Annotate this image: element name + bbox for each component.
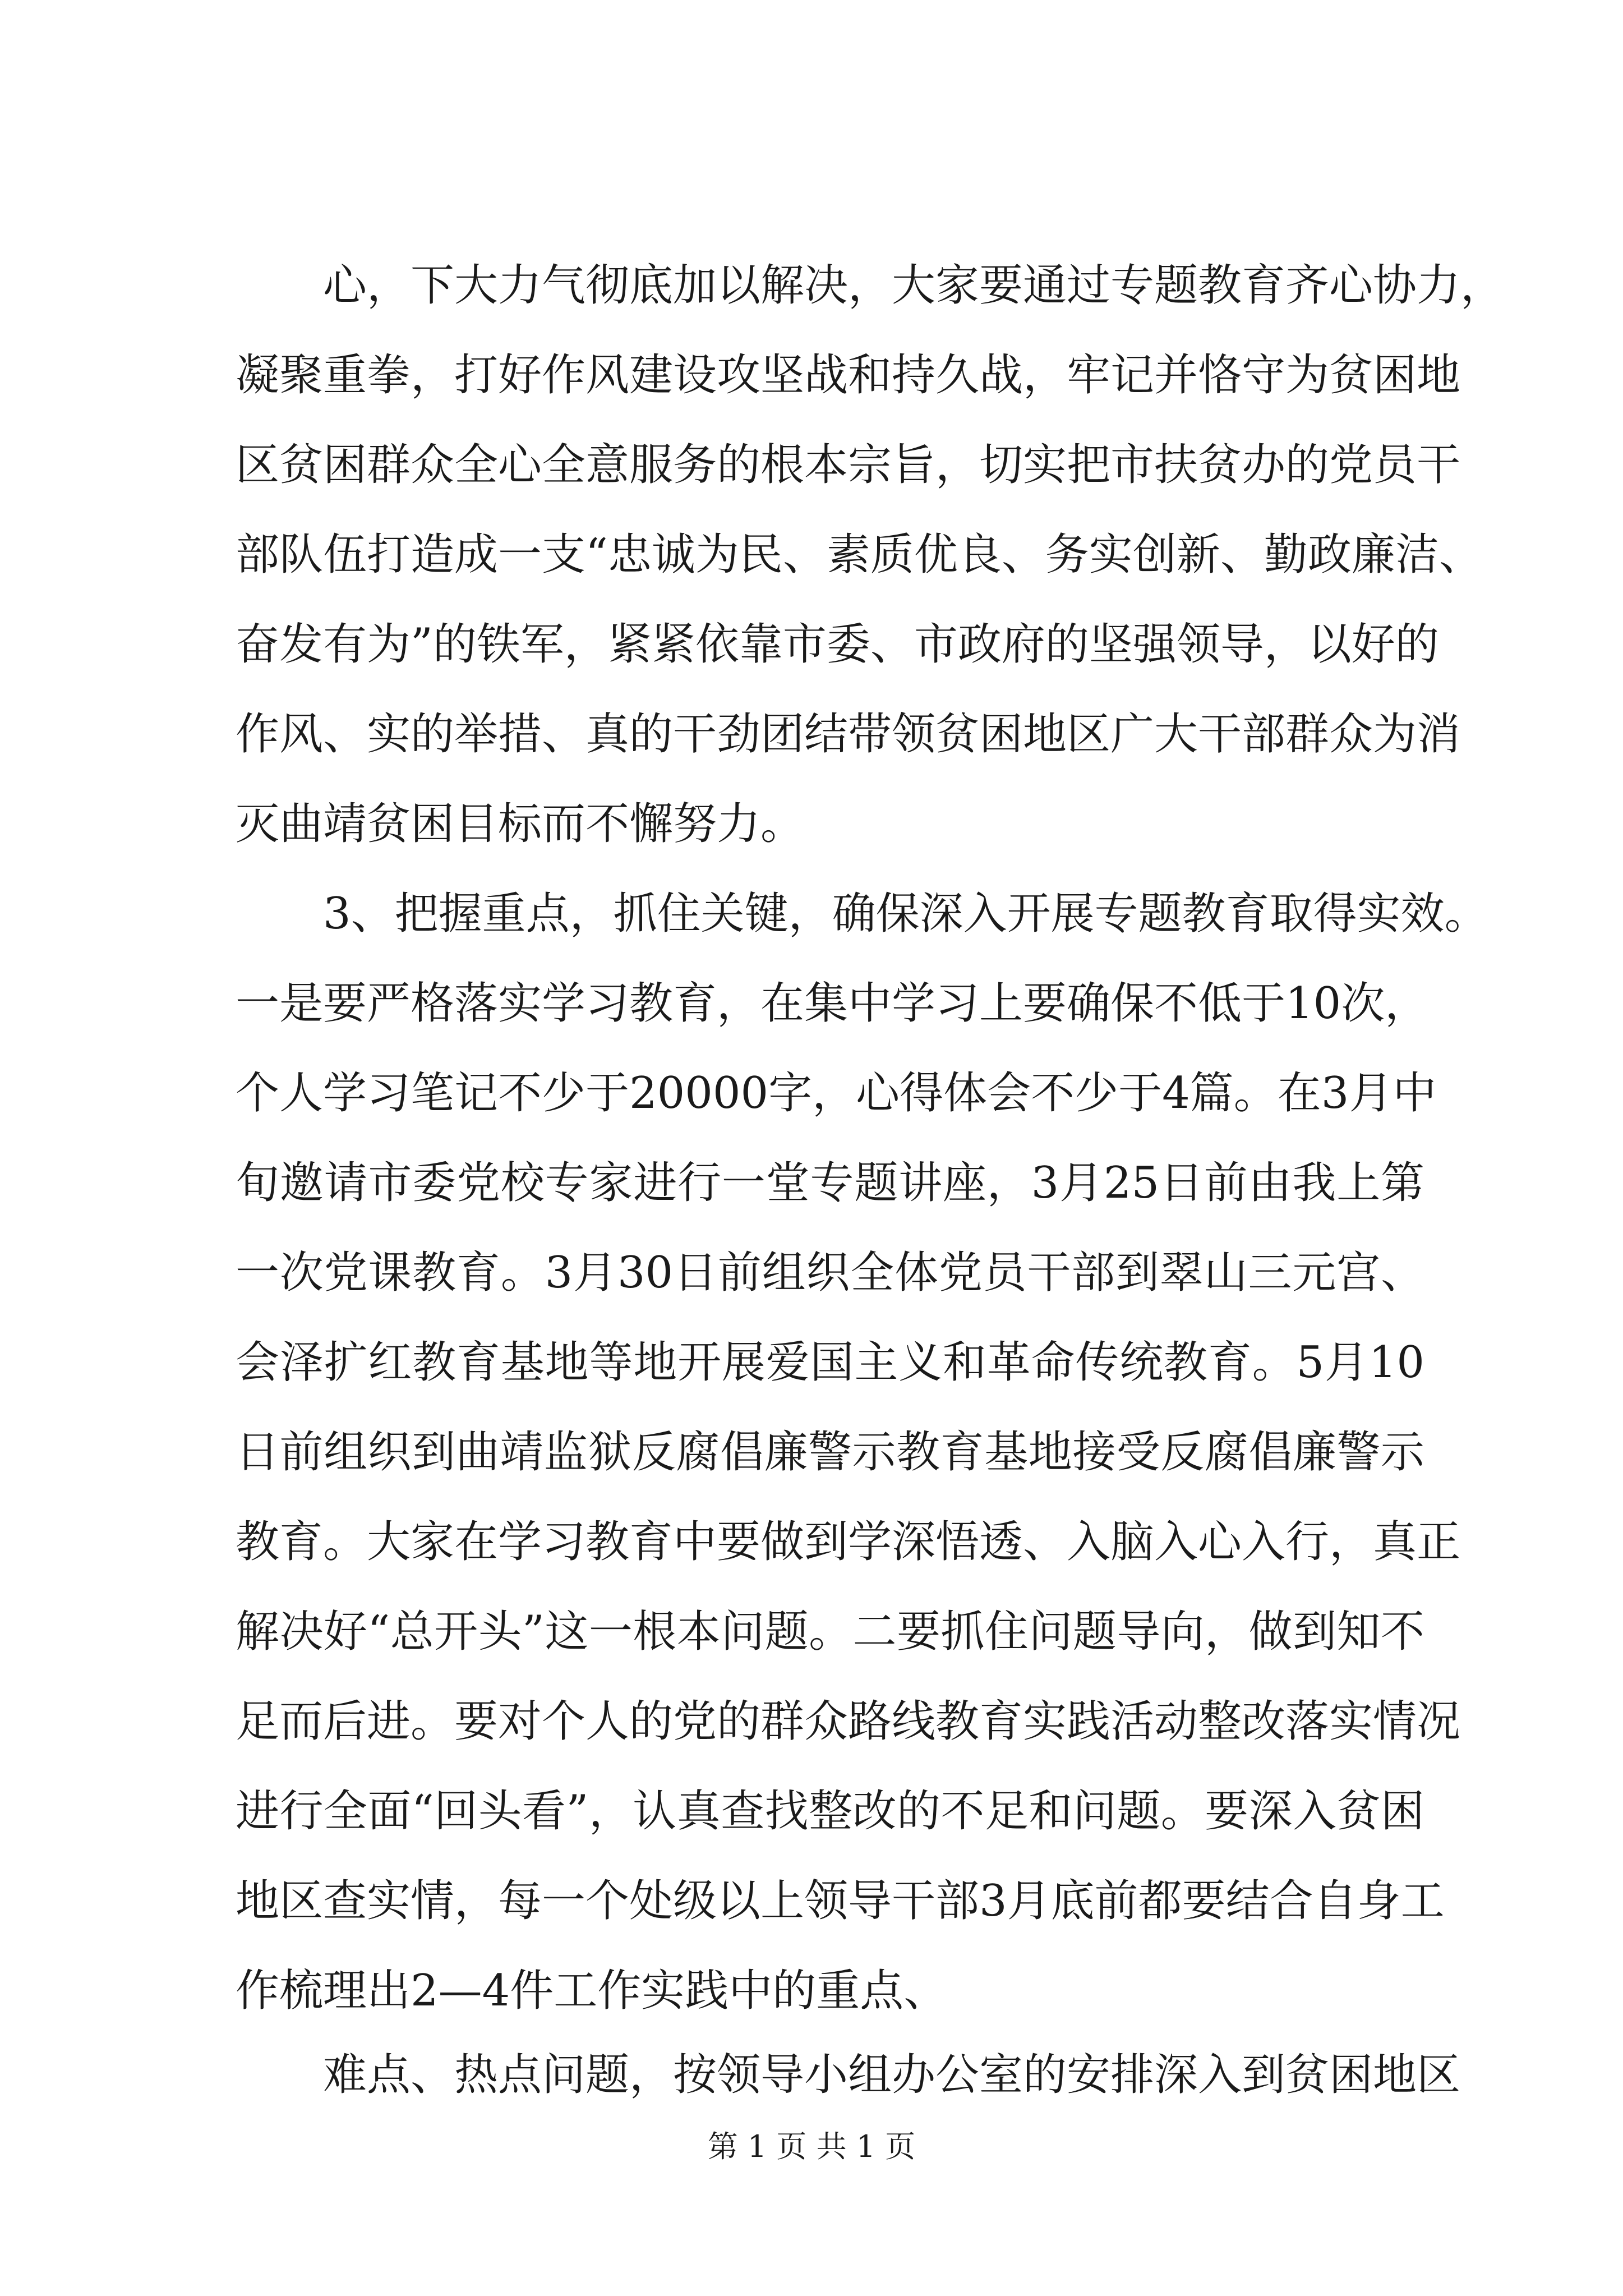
text-line-17: 足而后进。要对个人的党的群众路线教育实践活动整改落实情况 [236, 1696, 1461, 1747]
text-line-13: 会泽扩红教育基地等地开展爱国主义和革命传统教育。5月10 [236, 1337, 1424, 1388]
text-line-18: 进行全面“回头看”，认真查找整改的不足和问题。要深入贫困 [236, 1786, 1424, 1837]
text-line-11: 旬邀请市委党校专家进行一堂专题讲座，3月25日前由我上第 [236, 1158, 1424, 1208]
text-line-15: 教育。大家在学习教育中要做到学深悟透、入脑入心入行，真正 [236, 1517, 1461, 1567]
text-line-4: 部队伍打造成一支“忠诚为民、素质优良、务实创新、勤政廉洁、 [236, 530, 1483, 580]
text-line-1: 心，下大力气彻底加以解决，大家要通过专题教育齐心协力， [323, 260, 1505, 311]
text-line-12: 一次党课教育。3月30日前组织全体党员干部到翠山三元宫、 [236, 1248, 1424, 1298]
text-line-6: 作风、实的举措、真的干劲团结带领贫困地区广大干部群众为消 [236, 709, 1461, 760]
text-line-3: 区贫困群众全心全意服务的根本宗旨，切实把市扶贫办的党员干 [236, 440, 1461, 490]
text-line-16: 解决好“总开头”这一根本问题。二要抓住问题导向，做到知不 [236, 1607, 1424, 1657]
text-line-19: 地区查实情，每一个处级以上领导干部3月底前都要结合自身工 [236, 1876, 1445, 1926]
text-line-14: 日前组织到曲靖监狱反腐倡廉警示教育基地接受反腐倡廉警示 [236, 1427, 1424, 1478]
text-line-21: 难点、热点问题，按领导小组办公室的安排深入到贫困地区 [323, 2050, 1461, 2100]
text-line-2: 凝聚重拳，打好作风建设攻坚战和持久战，牢记并恪守为贫困地 [236, 350, 1461, 401]
text-line-7: 灭曲靖贫困目标而不懈努力。 [236, 799, 805, 849]
text-line-20: 作梳理出2—4件工作实践中的重点、 [236, 1966, 948, 2016]
text-line-5: 奋发有为”的铁军，紧紧依靠市委、市政府的坚强领导，以好的 [236, 619, 1439, 670]
text-line-8: 3、把握重点，抓住关键，确保深入开展专题教育取得实效。 [323, 889, 1488, 939]
text-line-9: 一是要严格落实学习教育，在集中学习上要确保不低于10次， [236, 978, 1429, 1029]
page-number-footer: 第 1 页 共 1 页 [707, 2129, 916, 2164]
text-line-10: 个人学习笔记不少于20000字，心得体会不少于4篇。在3月中 [236, 1068, 1437, 1119]
